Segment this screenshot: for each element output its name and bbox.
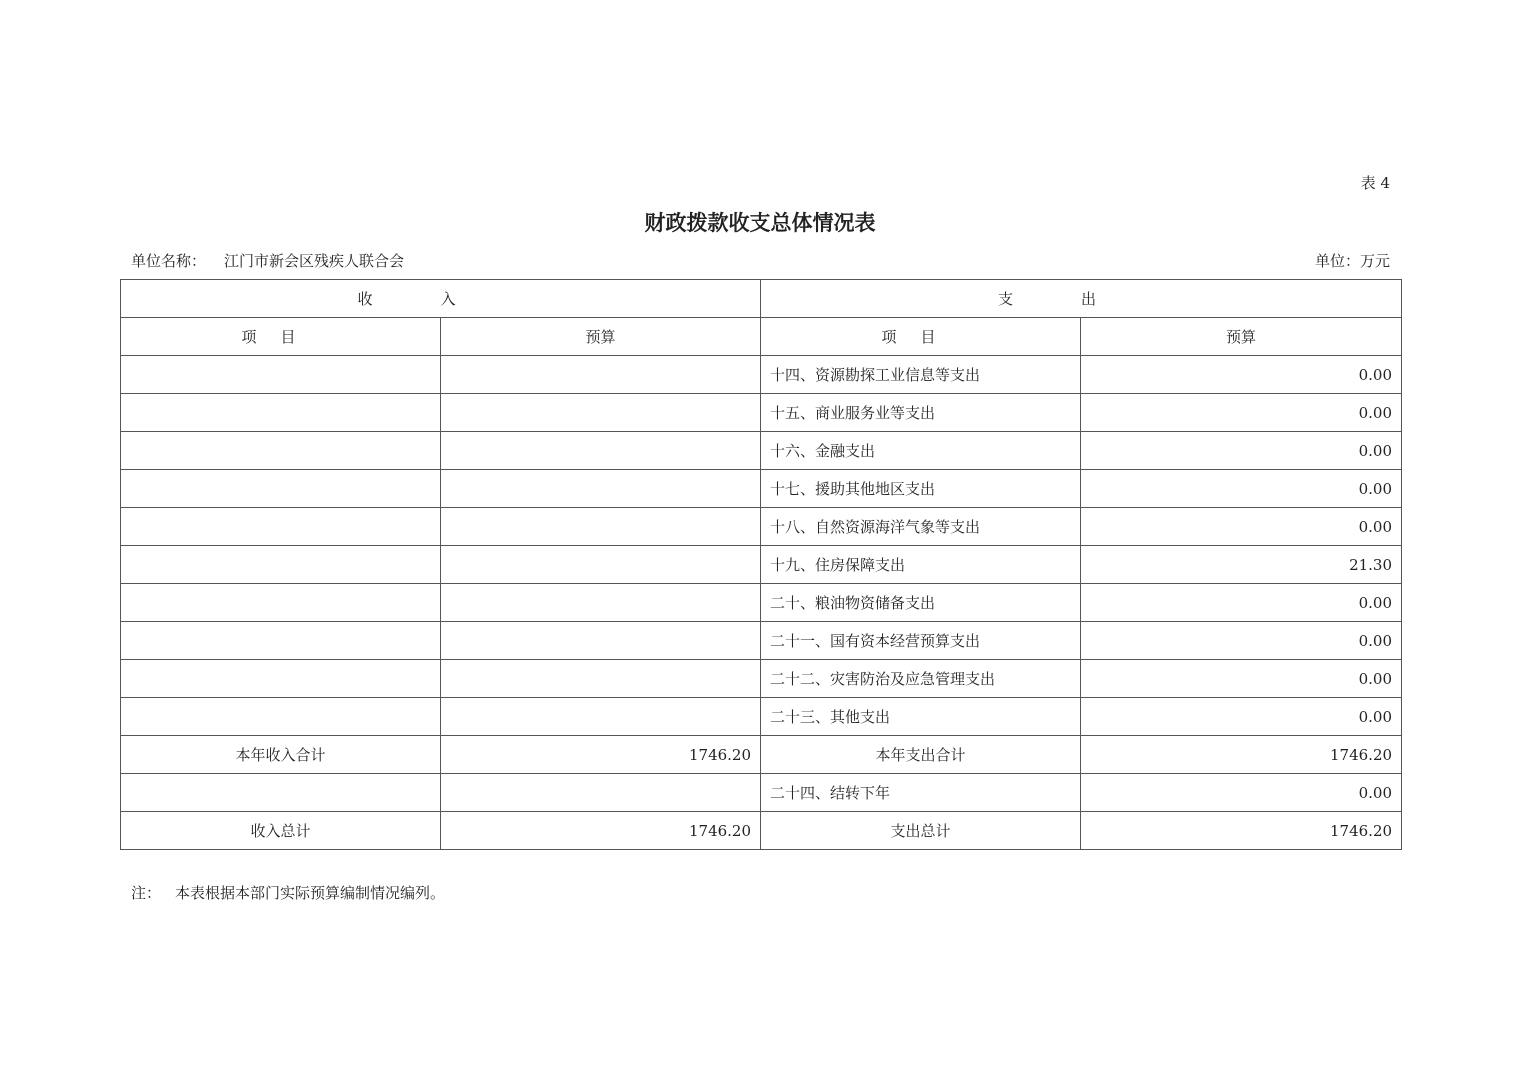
income-budget-cell xyxy=(441,622,761,660)
income-item-cell xyxy=(121,774,441,812)
column-header-row xyxy=(121,318,1402,356)
expense-budget-cell: 0.00 xyxy=(1081,622,1402,660)
income-budget-cell: 1746.20 xyxy=(441,736,761,774)
expense-budget-header: 预算 xyxy=(1081,318,1402,356)
table-row xyxy=(121,698,1402,736)
table-row xyxy=(121,508,1402,546)
table-row xyxy=(121,584,1402,622)
currency-unit: 单位：万元 xyxy=(1314,252,1390,270)
expense-budget-cell: 0.00 xyxy=(1081,470,1402,508)
income-item-cell: 收入总计 xyxy=(121,812,441,850)
expense-item-cell: 二十三、其他支出 xyxy=(761,698,1081,736)
expense-item-cell: 十八、自然资源海洋气象等支出 xyxy=(761,508,1081,546)
table-row xyxy=(121,432,1402,470)
expense-budget-cell: 0.00 xyxy=(1081,394,1402,432)
expense-item-cell: 十四、资源勘探工业信息等支出 xyxy=(761,356,1081,394)
unit-name-label: 单位名称： xyxy=(131,252,207,270)
page-title: 财政拨款收支总体情况表 xyxy=(644,211,876,235)
income-item-cell xyxy=(121,394,441,432)
income-budget-cell xyxy=(441,356,761,394)
expense-item-cell: 二十二、灾害防治及应急管理支出 xyxy=(761,660,1081,698)
expense-budget-cell: 0.00 xyxy=(1081,698,1402,736)
unit-name-value: 江门市新会区残疾人联合会 xyxy=(224,252,405,270)
expense-item-cell: 二十一、国有资本经营预算支出 xyxy=(761,622,1081,660)
expense-item-cell: 十七、援助其他地区支出 xyxy=(761,470,1081,508)
expense-item-cell: 二十四、结转下年 xyxy=(761,774,1081,812)
table-row xyxy=(121,774,1402,812)
table-row xyxy=(121,622,1402,660)
footnote xyxy=(131,882,445,903)
income-item-cell xyxy=(121,660,441,698)
expense-section-header: 支出 xyxy=(761,280,1402,318)
income-budget-cell xyxy=(441,394,761,432)
table-row xyxy=(121,660,1402,698)
table-row xyxy=(121,356,1402,394)
income-item-cell xyxy=(121,698,441,736)
budget-table xyxy=(120,279,1402,850)
expense-item-cell: 十六、金融支出 xyxy=(761,432,1081,470)
expense-item-cell: 十九、住房保障支出 xyxy=(761,546,1081,584)
income-item-cell xyxy=(121,470,441,508)
income-budget-cell xyxy=(441,470,761,508)
note-text: 本表根据本部门实际预算编制情况编列。 xyxy=(175,884,446,902)
income-item-cell xyxy=(121,356,441,394)
expense-budget-cell: 1746.20 xyxy=(1081,736,1402,774)
income-item-header: 项目 xyxy=(121,318,441,356)
income-budget-cell xyxy=(441,584,761,622)
income-item-cell xyxy=(121,546,441,584)
unit-name-row xyxy=(131,250,404,271)
expense-budget-cell: 0.00 xyxy=(1081,432,1402,470)
expense-budget-cell: 0.00 xyxy=(1081,774,1402,812)
expense-budget-cell: 0.00 xyxy=(1081,660,1402,698)
income-budget-cell xyxy=(441,698,761,736)
income-budget-cell xyxy=(441,774,761,812)
total-row xyxy=(121,812,1402,850)
total-row xyxy=(121,736,1402,774)
income-item-cell: 本年收入合计 xyxy=(121,736,441,774)
income-item-cell xyxy=(121,584,441,622)
income-budget-cell xyxy=(441,432,761,470)
expense-item-cell: 十五、商业服务业等支出 xyxy=(761,394,1081,432)
expense-item-cell: 本年支出合计 xyxy=(761,736,1081,774)
income-item-cell xyxy=(121,432,441,470)
income-budget-header: 预算 xyxy=(441,318,761,356)
income-budget-cell: 1746.20 xyxy=(441,812,761,850)
expense-item-header: 项目 xyxy=(761,318,1081,356)
expense-budget-cell: 0.00 xyxy=(1081,508,1402,546)
income-budget-cell xyxy=(441,508,761,546)
income-item-cell xyxy=(121,508,441,546)
table-row xyxy=(121,470,1402,508)
expense-budget-cell: 0.00 xyxy=(1081,584,1402,622)
expense-budget-cell: 0.00 xyxy=(1081,356,1402,394)
income-item-cell xyxy=(121,622,441,660)
income-budget-cell xyxy=(441,546,761,584)
expense-budget-cell: 1746.20 xyxy=(1081,812,1402,850)
expense-item-cell: 支出总计 xyxy=(761,812,1081,850)
note-label: 注： xyxy=(131,884,162,902)
section-header-row xyxy=(121,280,1402,318)
expense-budget-cell: 21.30 xyxy=(1081,546,1402,584)
table-number: 表 4 xyxy=(1360,174,1390,192)
expense-item-cell: 二十、粮油物资储备支出 xyxy=(761,584,1081,622)
table-row xyxy=(121,546,1402,584)
table-row xyxy=(121,394,1402,432)
income-budget-cell xyxy=(441,660,761,698)
income-section-header: 收入 xyxy=(121,280,761,318)
